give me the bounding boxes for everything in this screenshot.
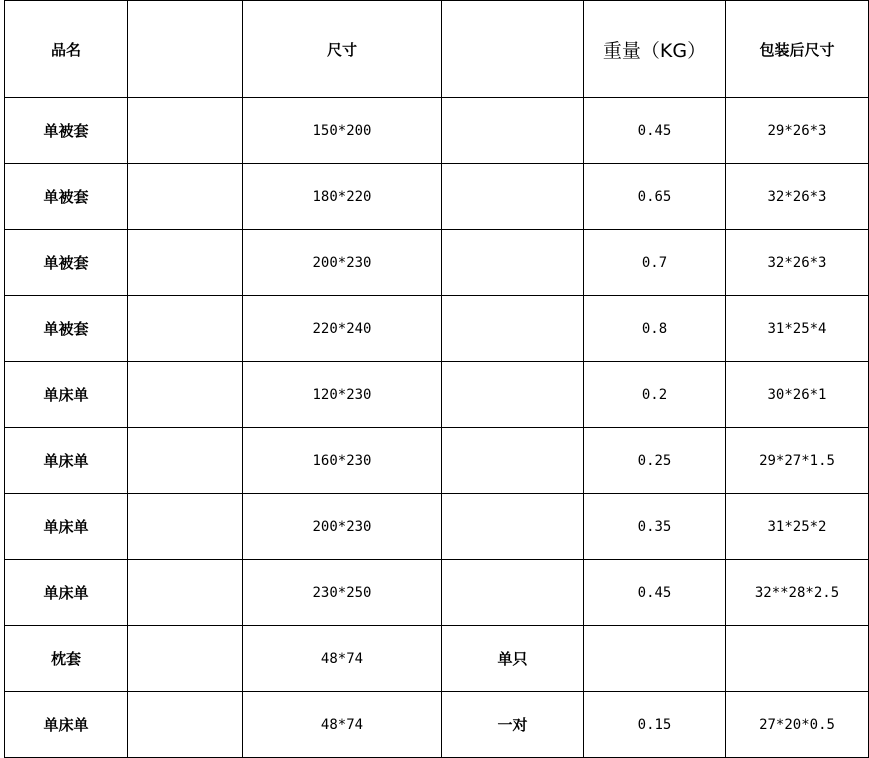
- cell-weight: 0.8: [584, 296, 726, 362]
- cell-size: 160*230: [243, 428, 442, 494]
- cell-blank: [128, 230, 243, 296]
- cell-size: 120*230: [243, 362, 442, 428]
- cell-note: [442, 560, 584, 626]
- cell-blank: [128, 296, 243, 362]
- cell-note: [442, 98, 584, 164]
- cell-size: 230*250: [243, 560, 442, 626]
- product-size-table: [4, 0, 869, 758]
- cell-packed: 30*26*1: [726, 362, 869, 428]
- cell-note: [442, 494, 584, 560]
- cell-packed: 32*26*3: [726, 164, 869, 230]
- cell-name: 单被套: [5, 230, 128, 296]
- cell-size: 180*220: [243, 164, 442, 230]
- cell-note: [442, 230, 584, 296]
- cell-weight: 0.65: [584, 164, 726, 230]
- cell-weight: 0.45: [584, 98, 726, 164]
- cell-blank: [128, 428, 243, 494]
- cell-packed: 29*26*3: [726, 98, 869, 164]
- cell-name: 单床单: [5, 692, 128, 758]
- cell-name: 枕套: [5, 626, 128, 692]
- cell-weight: 0.2: [584, 362, 726, 428]
- cell-note: [442, 296, 584, 362]
- table-row: [5, 98, 869, 164]
- table-row: [5, 428, 869, 494]
- cell-note: [442, 362, 584, 428]
- table-row: [5, 296, 869, 362]
- cell-blank: [128, 164, 243, 230]
- cell-blank: [128, 362, 243, 428]
- header-row: [5, 1, 869, 98]
- cell-note: [442, 428, 584, 494]
- header-size: 尺寸: [243, 1, 442, 98]
- cell-note: 一对: [442, 692, 584, 758]
- cell-weight: 0.35: [584, 494, 726, 560]
- cell-name: 单床单: [5, 494, 128, 560]
- cell-blank: [128, 494, 243, 560]
- cell-packed: [726, 626, 869, 692]
- table-row: [5, 692, 869, 758]
- table-row: [5, 230, 869, 296]
- cell-packed: 27*20*0.5: [726, 692, 869, 758]
- header-blank-2: [442, 1, 584, 98]
- cell-size: 220*240: [243, 296, 442, 362]
- cell-blank: [128, 560, 243, 626]
- cell-packed: 29*27*1.5: [726, 428, 869, 494]
- cell-blank: [128, 98, 243, 164]
- cell-packed: 31*25*2: [726, 494, 869, 560]
- table-row: [5, 494, 869, 560]
- cell-name: 单被套: [5, 98, 128, 164]
- header-packed-size: 包装后尺寸: [726, 1, 869, 98]
- cell-size: 200*230: [243, 230, 442, 296]
- cell-name: 单床单: [5, 362, 128, 428]
- cell-weight: 0.25: [584, 428, 726, 494]
- cell-packed: 31*25*4: [726, 296, 869, 362]
- cell-weight: 0.7: [584, 230, 726, 296]
- cell-blank: [128, 692, 243, 758]
- header-name: 品名: [5, 1, 128, 98]
- table-row: [5, 626, 869, 692]
- cell-blank: [128, 626, 243, 692]
- header-blank-1: [128, 1, 243, 98]
- cell-weight: 0.15: [584, 692, 726, 758]
- cell-size: 48*74: [243, 692, 442, 758]
- cell-size: 150*200: [243, 98, 442, 164]
- cell-name: 单床单: [5, 428, 128, 494]
- cell-name: 单被套: [5, 164, 128, 230]
- cell-packed: 32*26*3: [726, 230, 869, 296]
- cell-name: 单被套: [5, 296, 128, 362]
- cell-weight: 0.45: [584, 560, 726, 626]
- cell-weight: [584, 626, 726, 692]
- table-row: [5, 164, 869, 230]
- cell-name: 单床单: [5, 560, 128, 626]
- cell-note: 单只: [442, 626, 584, 692]
- cell-size: 48*74: [243, 626, 442, 692]
- table-row: [5, 560, 869, 626]
- cell-packed: 32**28*2.5: [726, 560, 869, 626]
- cell-size: 200*230: [243, 494, 442, 560]
- cell-note: [442, 164, 584, 230]
- table-row: [5, 362, 869, 428]
- header-weight: 重量（KG）: [584, 1, 726, 98]
